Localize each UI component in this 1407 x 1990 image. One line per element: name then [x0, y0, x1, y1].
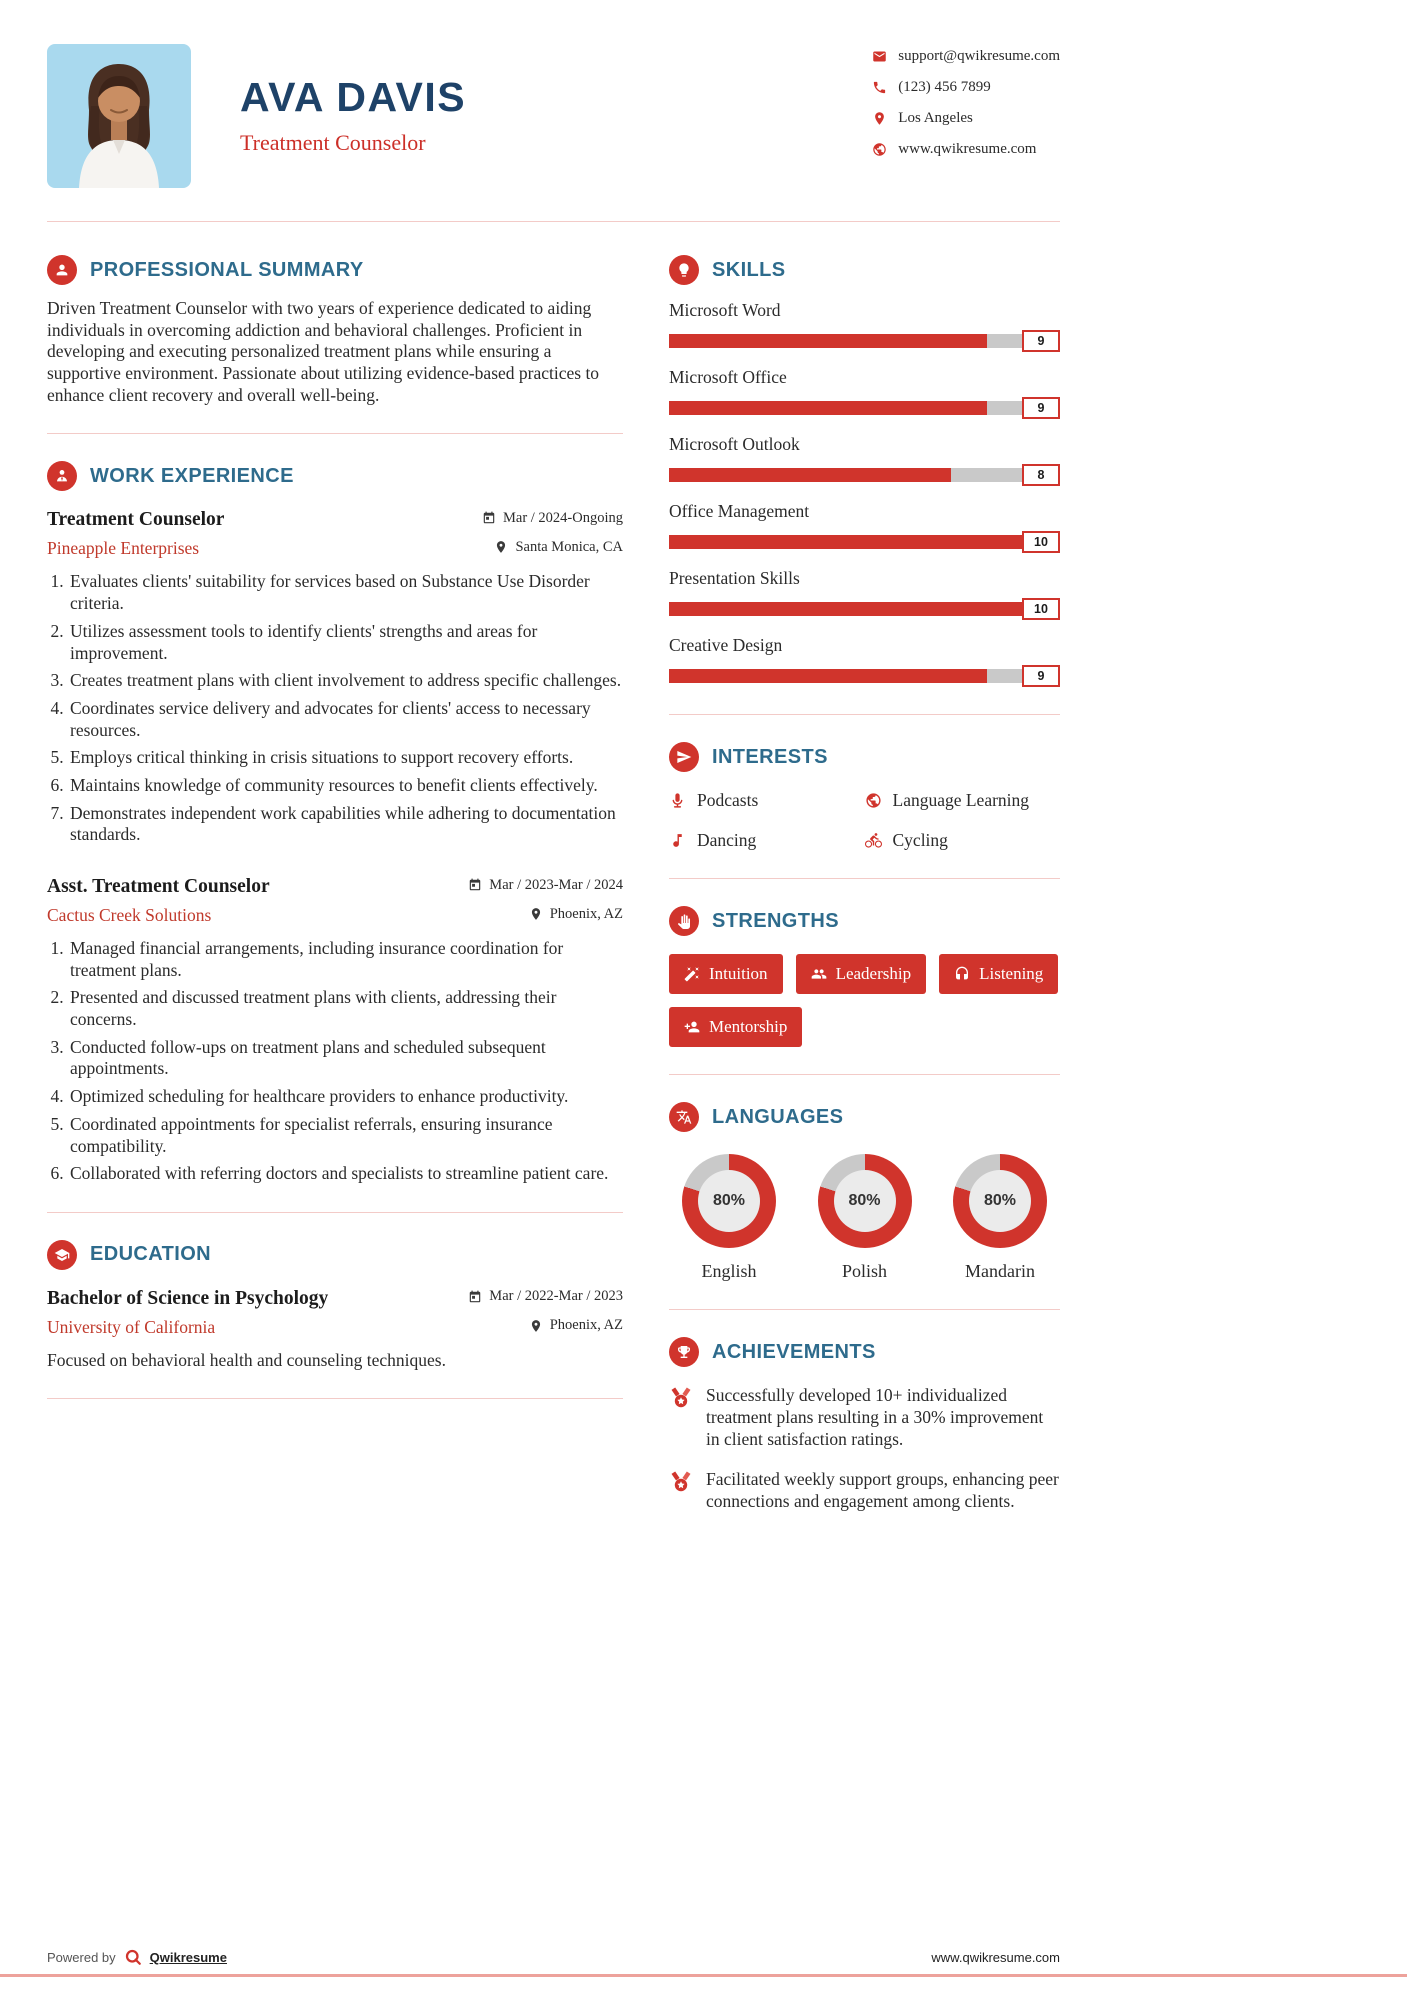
- section-title: INTERESTS: [712, 745, 828, 768]
- skill-value-badge: 9: [1022, 330, 1060, 352]
- interest-item: Cycling: [865, 830, 1061, 851]
- divider: [47, 1212, 623, 1213]
- job-entry: [47, 509, 623, 846]
- language-donut-chart: [818, 1154, 912, 1248]
- bullet-item: 3. Creates treatment plans with client involvement to address specific challenges.: [68, 670, 623, 692]
- section-heading: [669, 255, 1060, 285]
- skill-name: Microsoft Word: [669, 300, 781, 320]
- job-bullet-list: [47, 938, 623, 1185]
- section-title: ACHIEVEMENTS: [712, 1340, 876, 1363]
- language-name: English: [701, 1261, 757, 1281]
- people-icon: [811, 966, 827, 982]
- language-donut-chart: [682, 1154, 776, 1248]
- calendar-icon: [482, 511, 496, 525]
- section-education: [47, 1240, 623, 1371]
- divider: [669, 1309, 1060, 1310]
- section-title: STRENGTHS: [712, 909, 839, 932]
- education-entry: [47, 1288, 623, 1371]
- powered-by: [47, 1948, 227, 1966]
- education-note: Focused on behavioral health and counseling techniques.: [47, 1349, 446, 1370]
- language-name: Polish: [841, 1261, 888, 1281]
- section-heading: [669, 1337, 1060, 1367]
- contact-website-row: [872, 141, 1060, 158]
- bullet-item: 2. Utilizes assessment tools to identify clients' strengths and areas for improvement.: [68, 621, 623, 664]
- contact-email-row: [872, 48, 1060, 65]
- location-pin-icon: [872, 111, 887, 126]
- divider: [669, 878, 1060, 879]
- headphones-icon: [954, 966, 970, 982]
- bullet-item: 1. Evaluates clients' suitability for services based on Substance Use Disorder criteria.: [68, 571, 623, 614]
- school-name: University of California: [47, 1316, 216, 1337]
- medal-icon: [669, 1470, 693, 1494]
- lightbulb-icon: [669, 255, 699, 285]
- section-title: LANGUAGES: [712, 1105, 844, 1128]
- language-name: Mandarin: [965, 1261, 1035, 1281]
- phone-icon: [872, 80, 887, 95]
- footer: [47, 1948, 1060, 1966]
- skill-item: [669, 501, 1060, 553]
- strengths-list: [669, 954, 1060, 1047]
- left-column: [47, 255, 623, 1512]
- footer-url[interactable]: www.qwikresume.com: [931, 1949, 1060, 1965]
- globe-icon: [865, 792, 882, 809]
- contact-location-row: [872, 110, 1060, 127]
- skill-name: Microsoft Office: [669, 367, 787, 387]
- section-strengths: [669, 906, 1060, 1047]
- bullet-item: 4. Optimized scheduling for healthcare providers to enhance productivity.: [68, 1086, 623, 1108]
- skill-item: [669, 635, 1060, 687]
- person-plus-icon: [684, 1019, 700, 1035]
- skill-bar: [669, 665, 1060, 687]
- contact-website[interactable]: www.qwikresume.com: [898, 141, 1037, 157]
- section-heading: [47, 1240, 623, 1270]
- bullet-item: 6. Maintains knowledge of community resources to benefit clients effectively.: [68, 775, 623, 797]
- job-location: Phoenix, AZ: [529, 906, 623, 923]
- skill-fill: [669, 669, 987, 683]
- skill-fill: [669, 334, 987, 348]
- section-languages: [669, 1102, 1060, 1282]
- interest-item: Dancing: [669, 830, 865, 851]
- location-pin-icon: [529, 907, 543, 921]
- email-icon: [872, 49, 887, 64]
- bicycle-icon: [865, 832, 882, 849]
- section-title: WORK EXPERIENCE: [90, 464, 294, 487]
- section-heading: [47, 255, 623, 285]
- skill-fill: [669, 468, 951, 482]
- bullet-item: 5. Employs critical thinking in crisis situations to support recovery efforts.: [68, 747, 623, 769]
- globe-icon: [872, 142, 887, 157]
- interest-item: Language Learning: [865, 790, 1061, 811]
- section-heading: [669, 1102, 1060, 1132]
- location-pin-icon: [529, 1319, 543, 1333]
- contact-phone-row: [872, 79, 1060, 96]
- language-item: [809, 1154, 921, 1282]
- microphone-icon: [669, 792, 686, 809]
- calendar-icon: [468, 1290, 482, 1304]
- strength-tag: Intuition: [669, 954, 783, 994]
- skill-item: [669, 434, 1060, 486]
- music-note-icon: [669, 832, 686, 849]
- qwikresume-link[interactable]: Qwikresume: [149, 1949, 227, 1965]
- bullet-item: 1. Managed financial arrangements, including insurance coordination for treatment plans.: [68, 938, 623, 981]
- magic-wand-icon: [684, 966, 700, 982]
- divider: [669, 1074, 1060, 1075]
- location-pin-icon: [494, 540, 508, 554]
- education-location: Phoenix, AZ: [529, 1317, 623, 1334]
- graduation-cap-icon: [47, 1240, 77, 1270]
- interest-item: Podcasts: [669, 790, 865, 811]
- skill-item: [669, 367, 1060, 419]
- job-date: Mar / 2024-Ongoing: [482, 510, 623, 527]
- skill-bar: [669, 397, 1060, 419]
- bullet-item: 2. Presented and discussed treatment plans with clients, addressing their concerns.: [68, 987, 623, 1030]
- section-interests: [669, 742, 1060, 851]
- section-skills: [669, 255, 1060, 687]
- strength-tag: Leadership: [796, 954, 927, 994]
- interests-grid: [669, 790, 1060, 851]
- person-icon: [47, 255, 77, 285]
- job-date: Mar / 2023-Mar / 2024: [468, 877, 623, 894]
- bullet-item: 3. Conducted follow-ups on treatment plans and scheduled subsequent appointments.: [68, 1037, 623, 1080]
- skill-fill: [669, 401, 987, 415]
- section-title: EDUCATION: [90, 1243, 212, 1266]
- bullet-item: 5. Coordinated appointments for specialist referrals, ensuring insurance compatibility.: [68, 1114, 623, 1157]
- divider: [47, 433, 623, 434]
- section-title: PROFESSIONAL SUMMARY: [90, 258, 364, 281]
- divider: [669, 714, 1060, 715]
- skill-bar: [669, 531, 1060, 553]
- candidate-name: AVA DAVIS: [240, 74, 467, 120]
- qwikresume-logo-icon: [124, 1948, 142, 1966]
- section-achievements: [669, 1337, 1060, 1512]
- skill-name: Creative Design: [669, 635, 783, 655]
- languages-list: [669, 1154, 1060, 1282]
- contact-location: Los Angeles: [898, 110, 973, 126]
- education-date: Mar / 2022-Mar / 2023: [468, 1288, 623, 1305]
- skill-value-badge: 9: [1022, 397, 1060, 419]
- paper-plane-icon: [669, 742, 699, 772]
- skill-bar: [669, 330, 1060, 352]
- powered-by-label: Powered by: [47, 1949, 116, 1965]
- achievement-item: Successfully developed 10+ individualized treatment plans resulting in a 30% improvement in client satisfaction ratings.: [669, 1384, 1060, 1451]
- header-divider: [47, 221, 1060, 222]
- columns: [47, 255, 1060, 1512]
- section-heading: [669, 742, 1060, 772]
- medal-icon: [669, 1386, 693, 1410]
- language-percent: 80%: [834, 1170, 896, 1232]
- company-name: Cactus Creek Solutions: [47, 905, 212, 925]
- language-percent: 80%: [969, 1170, 1031, 1232]
- header: [47, 44, 1060, 188]
- right-column: [669, 255, 1060, 1512]
- trophy-icon: [669, 1337, 699, 1367]
- contact-info: [872, 44, 1060, 188]
- skill-bar: [669, 464, 1060, 486]
- profile-photo-image: [47, 44, 191, 188]
- skill-value-badge: 10: [1022, 531, 1060, 553]
- skill-value-badge: 9: [1022, 665, 1060, 687]
- candidate-title: Treatment Counselor: [240, 130, 426, 155]
- skill-item: [669, 568, 1060, 620]
- language-item: [673, 1154, 785, 1282]
- bullet-item: 6. Collaborated with referring doctors and specialists to streamline patient care.: [68, 1163, 623, 1185]
- skill-value-badge: 8: [1022, 464, 1060, 486]
- skill-bar: [669, 598, 1060, 620]
- bottom-accent-line: [0, 1974, 1407, 1977]
- language-donut-chart: [953, 1154, 1047, 1248]
- job-bullet-list: [47, 571, 623, 846]
- section-heading: [669, 906, 1060, 936]
- section-heading: [47, 461, 623, 491]
- job-title: Treatment Counselor: [47, 509, 225, 531]
- bullet-item: 4. Coordinates service delivery and advocates for clients' access to necessary resources.: [68, 698, 623, 741]
- language-percent: 80%: [698, 1170, 760, 1232]
- section-title: SKILLS: [712, 258, 786, 281]
- strength-tag: Mentorship: [669, 1007, 802, 1047]
- achievement-item: Facilitated weekly support groups, enhancing peer connections and engagement among clients.: [669, 1468, 1060, 1512]
- summary-text: Driven Treatment Counselor with two years of experience dedicated to aiding individuals in overcoming addiction and behavioral challenges. Proficient in developing and executing personalized treatment plans while ensuring a supportive environment. Passionate about utilizing evidence-based practices to enhance client recovery and overall well-being.: [47, 298, 600, 405]
- job-location: Santa Monica, CA: [494, 539, 623, 556]
- identity-block: [240, 44, 466, 188]
- job-entry: [47, 876, 623, 1185]
- divider: [47, 1398, 623, 1399]
- skill-name: Presentation Skills: [669, 568, 800, 588]
- contact-email[interactable]: support@qwikresume.com: [898, 48, 1060, 64]
- contact-phone[interactable]: (123) 456 7899: [898, 79, 991, 95]
- company-name: Pineapple Enterprises: [47, 538, 200, 559]
- fist-icon: [669, 906, 699, 936]
- section-professional-summary: [47, 255, 623, 406]
- translate-icon: [669, 1102, 699, 1132]
- skill-item: [669, 300, 1060, 352]
- profile-photo: [47, 44, 191, 188]
- section-work-experience: [47, 461, 623, 1184]
- skill-fill: [669, 602, 1022, 616]
- skill-fill: [669, 535, 1022, 549]
- bullet-item: 7. Demonstrates independent work capabilities while adhering to documentation standards.: [68, 803, 623, 846]
- person-tie-icon: [47, 461, 77, 491]
- strength-tag: Listening: [939, 954, 1058, 994]
- job-title: Asst. Treatment Counselor: [47, 876, 270, 897]
- skill-value-badge: 10: [1022, 598, 1060, 620]
- language-item: [944, 1154, 1056, 1282]
- resume-content: [47, 44, 1060, 1512]
- skill-name: Microsoft Outlook: [669, 434, 800, 454]
- skill-name: Office Management: [669, 501, 810, 521]
- calendar-icon: [468, 878, 482, 892]
- degree-title: Bachelor of Science in Psychology: [47, 1287, 329, 1309]
